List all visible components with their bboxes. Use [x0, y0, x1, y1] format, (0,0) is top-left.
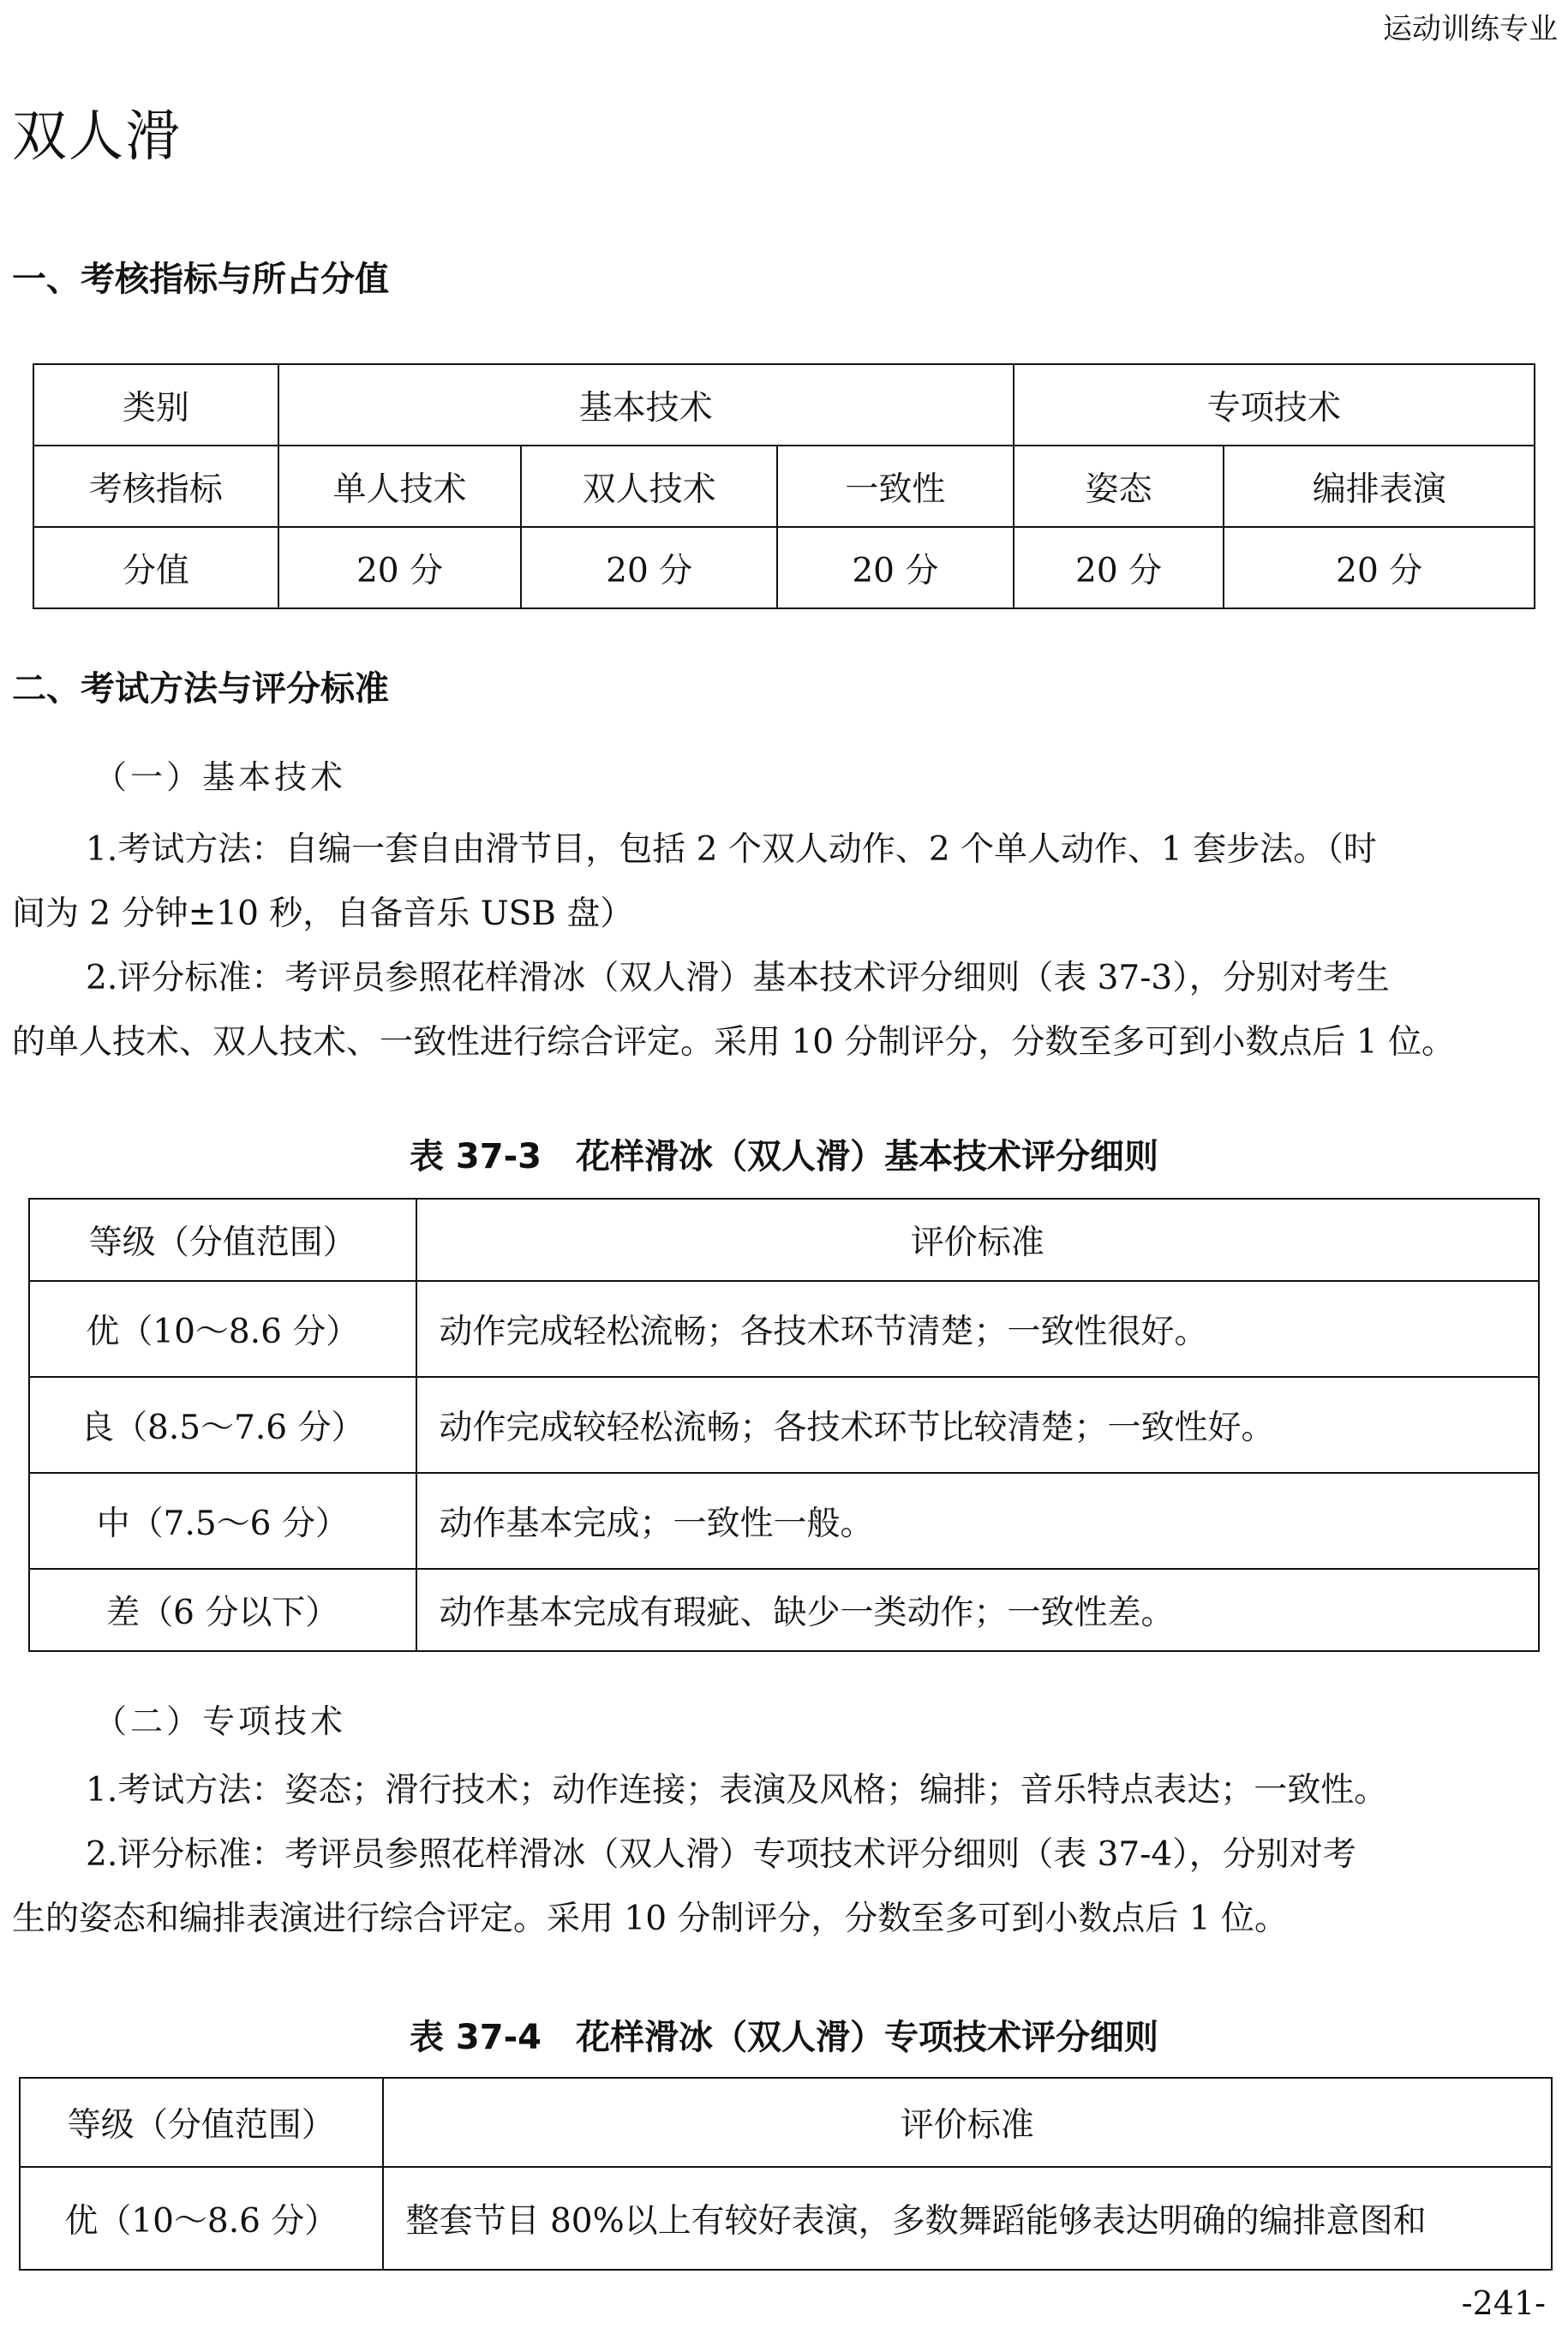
- table-row: [29, 1473, 1539, 1569]
- table-cell: 双人技术: [521, 446, 777, 527]
- paragraph-line: 2.评分标准：考评员参照花样滑冰（双人滑）基本技术评分细则（表 37-3），分别对考生: [86, 959, 1390, 997]
- table-header-cell: 等级（分值范围）: [29, 1199, 416, 1281]
- table-cell: 20 分: [278, 527, 522, 608]
- table-cell: 中（7.5～6 分）: [29, 1473, 416, 1569]
- table-cell: 20 分: [777, 527, 1014, 608]
- table-cell: 20 分: [1224, 527, 1535, 608]
- special-method-paragraph: [12, 1758, 1554, 1822]
- table-row: [29, 1377, 1539, 1473]
- paragraph-line: 的单人技术、双人技术、一致性进行综合评定。采用 10 分制评分，分数至多可到小数点后 1 位。: [12, 1023, 1456, 1062]
- page-title: 双人滑: [12, 105, 182, 169]
- table-cell: 单人技术: [278, 446, 522, 527]
- table-cell: 一致性: [777, 446, 1014, 527]
- table-cell: 类别: [33, 364, 278, 446]
- table-cell: 基本技术: [278, 364, 1014, 446]
- special-criteria-paragraph: [12, 1822, 1554, 1951]
- paragraph-line: 间为 2 分钟±10 秒，自备音乐 USB 盘）: [12, 895, 634, 933]
- table-header-cell: 等级（分值范围）: [20, 2078, 383, 2167]
- table-cell: 优（10～8.6 分）: [29, 1281, 416, 1377]
- table-cell: 20 分: [1014, 527, 1224, 608]
- table-cell: 20 分: [521, 527, 777, 608]
- basic-technique-table: [28, 1198, 1540, 1652]
- table-header-cell: 评价标准: [383, 2078, 1552, 2167]
- table-cell: 动作完成较轻松流畅；各技术环节比较清楚；一致性好。: [416, 1377, 1539, 1473]
- table-cell: 良（8.5～7.6 分）: [29, 1377, 416, 1473]
- table-row: [29, 1281, 1539, 1377]
- table-cell: 编排表演: [1224, 446, 1535, 527]
- paragraph-line: 2.评分标准：考评员参照花样滑冰（双人滑）专项技术评分细则（表 37-4），分别对考: [86, 1835, 1356, 1874]
- table-cell: 考核指标: [33, 446, 278, 527]
- table-row: [29, 1569, 1539, 1651]
- table-caption: 表 37-3 花样滑冰（双人滑）基本技术评分细则: [409, 1137, 1159, 1176]
- table-header-cell: 评价标准: [416, 1199, 1539, 1281]
- score-weight-table: [33, 363, 1535, 609]
- special-technique-table: [19, 2077, 1553, 2271]
- section-heading-2: 二、考试方法与评分标准: [12, 669, 389, 709]
- section-heading-1: 一、考核指标与所占分值: [12, 260, 389, 299]
- table-cell: 专项技术: [1014, 364, 1535, 446]
- subsection-heading-basic: （一）基本技术: [94, 758, 347, 796]
- paragraph-line: 1.考试方法：姿态；滑行技术；动作连接；表演及风格；编排；音乐特点表达；一致性。: [86, 1771, 1388, 1810]
- table-cell: 优（10～8.6 分）: [20, 2167, 383, 2270]
- table-cell: 动作基本完成有瑕疵、缺少一类动作；一致性差。: [416, 1569, 1539, 1651]
- page-number: -241-: [1461, 2284, 1546, 2322]
- table-cell: 动作基本完成；一致性一般。: [416, 1473, 1539, 1569]
- table-row: [20, 2167, 1552, 2270]
- basic-criteria-paragraph: [12, 946, 1554, 1074]
- running-header: 运动训练专业: [1383, 12, 1558, 46]
- table-caption: 表 37-4 花样滑冰（双人滑）专项技术评分细则: [409, 2018, 1159, 2057]
- table-cell: 整套节目 80%以上有较好表演，多数舞蹈能够表达明确的编排意图和: [383, 2167, 1552, 2270]
- table-cell: 动作完成轻松流畅；各技术环节清楚；一致性很好。: [416, 1281, 1539, 1377]
- paragraph-line: 生的姿态和编排表演进行综合评定。采用 10 分制评分，分数至多可到小数点后 1 位。: [12, 1900, 1289, 1938]
- basic-method-paragraph: [12, 817, 1554, 946]
- subsection-heading-special: （二）专项技术: [94, 1703, 347, 1740]
- table-cell: 分值: [33, 527, 278, 608]
- table-cell: 差（6 分以下）: [29, 1569, 416, 1651]
- table-cell: 姿态: [1014, 446, 1224, 527]
- paragraph-line: 1.考试方法：自编一套自由滑节目，包括 2 个双人动作、2 个单人动作、1 套步法。（时: [86, 830, 1377, 869]
